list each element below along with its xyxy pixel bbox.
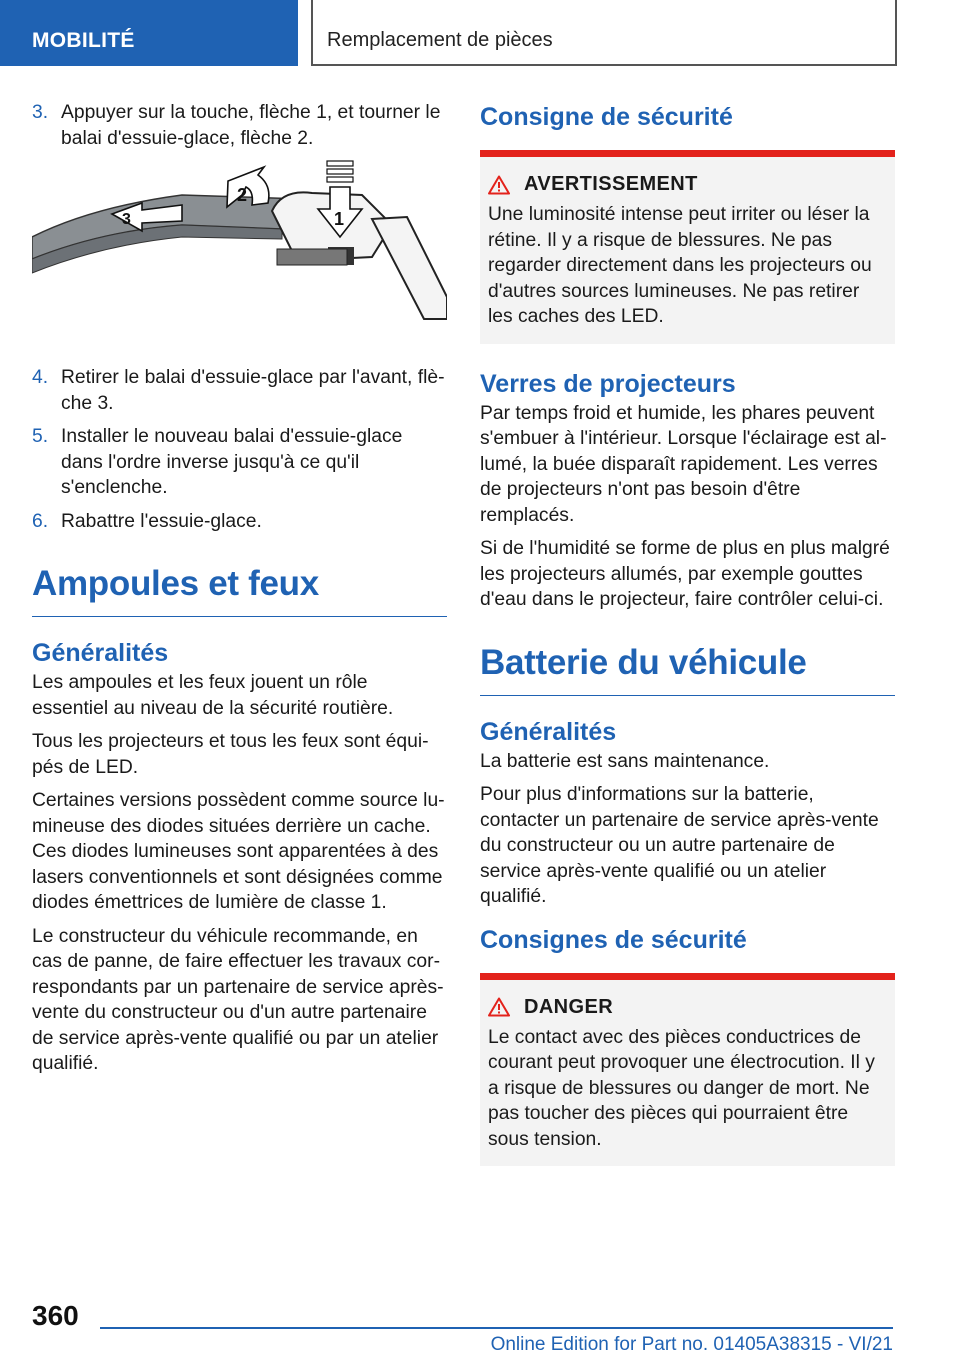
warning-box: [480, 150, 895, 344]
step-item: [32, 100, 447, 151]
subheading-generalites-batterie: Généralités: [480, 717, 617, 746]
step-text: Rabattre l'essuie-glace.: [61, 510, 262, 532]
subheading-verres: Verres de projecteurs: [480, 369, 736, 398]
step-item: [32, 424, 447, 501]
danger-triangle-icon: [488, 997, 510, 1017]
figure-label-1: 1: [334, 209, 345, 229]
section-heading-ampoules: Ampoules et feux: [32, 564, 447, 617]
paragraph: La batterie est sans maintenance.: [480, 750, 770, 772]
figure-label-3: 3: [122, 211, 131, 228]
subheading-consigne: Consigne de sécurité: [480, 103, 733, 131]
paragraph: Si de l'humidité se forme de plus en plus malgré les projecteurs allumés, par exemple gouttes d'eau dans le projecteur, faire contrôler celui-ci.: [480, 538, 890, 610]
warning-header: [488, 173, 887, 196]
step-number: 5.: [32, 426, 49, 447]
warning-triangle-icon: [488, 175, 510, 195]
danger-text: Le contact avec des pièces conductrices de courant peut provoquer une électrocution. Il y a risque de blessures ou danger de mort. Ne pas toucher des pièces qui pourraient être sous tension.: [488, 1026, 875, 1150]
chapter-header: [311, 0, 897, 66]
step-number: 3.: [32, 102, 49, 123]
step-item: [32, 509, 447, 535]
step-list-top: [32, 100, 447, 151]
wiper-illustration: [32, 159, 447, 349]
subheading-generalites: Généralités: [32, 639, 169, 667]
left-column: [32, 100, 447, 1085]
paragraph: Tous les projecteurs et tous les feux sont équipés de LED.: [32, 731, 429, 778]
step-number: 6.: [32, 510, 49, 532]
footer-edition: Online Edition for Part no. 01405A38315 - VI/21: [490, 1334, 893, 1355]
danger-box: [480, 973, 895, 1167]
paragraph: Certaines versions possèdent comme source lumineuse des diodes situées derrière un cache. Ces diodes lumineuses sont apparentées à des lasers conventionnels et sont désignées comme diodes émettrices de lumière de classe 1.: [32, 790, 445, 913]
paragraph: Pour plus d'informations sur la batterie, contacter un partenaire de service après-vente du constructeur ou un autre partenaire de service après-vente qualifié ou un atelier qualifié.: [480, 784, 879, 907]
chapter-title: Remplacement de pièces: [327, 29, 553, 51]
section-heading-batterie: Batterie du véhicule: [480, 643, 895, 696]
step-list: [32, 365, 447, 534]
paragraph: Le constructeur du véhicule recommande, en cas de panne, de faire effectuer les travaux correspondants par un partenaire de service après-vente du constructeur ou d'un autre partenaire de service après-vente qualifié ou par un atelier qualifié.: [32, 925, 444, 1074]
paragraph: Les ampoules et les feux jouent un rôle essentiel au niveau de la sécurité routière.: [32, 672, 394, 719]
danger-header: [488, 996, 887, 1019]
step-text: Appuyer sur la touche, flèche 1, et tourner le balai d'essuie-glace, flèche 2.: [61, 102, 441, 149]
section-tab: [0, 0, 298, 66]
footer-divider: [100, 1327, 893, 1329]
warning-text: Une luminosité intense peut irriter ou léser la rétine. Il y a risque de blessures. Ne pas regarder directement dans les projecteurs ou d'autres sources lumineuses. Ne pas retirer les caches des LED.: [488, 204, 872, 327]
danger-title: DANGER: [524, 995, 614, 1018]
wiper-figure: [32, 159, 447, 349]
section-title: MOBILITÉ: [32, 29, 135, 52]
step-text: Retirer le balai d'essuie-glace par l'avant, flèche 3.: [61, 367, 445, 414]
step-item: [32, 365, 447, 416]
figure-label-2: 2: [237, 185, 248, 205]
step-text: Installer le nouveau balai d'essuie-glace dans l'ordre inverse jusqu'à ce qu'il s'enclenche.: [61, 426, 403, 498]
step-number: 4.: [32, 367, 49, 388]
paragraph: Par temps froid et humide, les phares peuvent s'embuer à l'intérieur. Lorsque l'éclairage est allumé, la buée disparaît rapidement. Les verres de projecteurs n'ont pas besoin d'être remplacés.: [480, 402, 887, 526]
subheading-consignes: Consignes de sécurité: [480, 925, 747, 954]
page-number: 360: [32, 1300, 79, 1331]
right-column: [480, 100, 895, 1166]
warning-title: AVERTISSEMENT: [524, 173, 698, 195]
